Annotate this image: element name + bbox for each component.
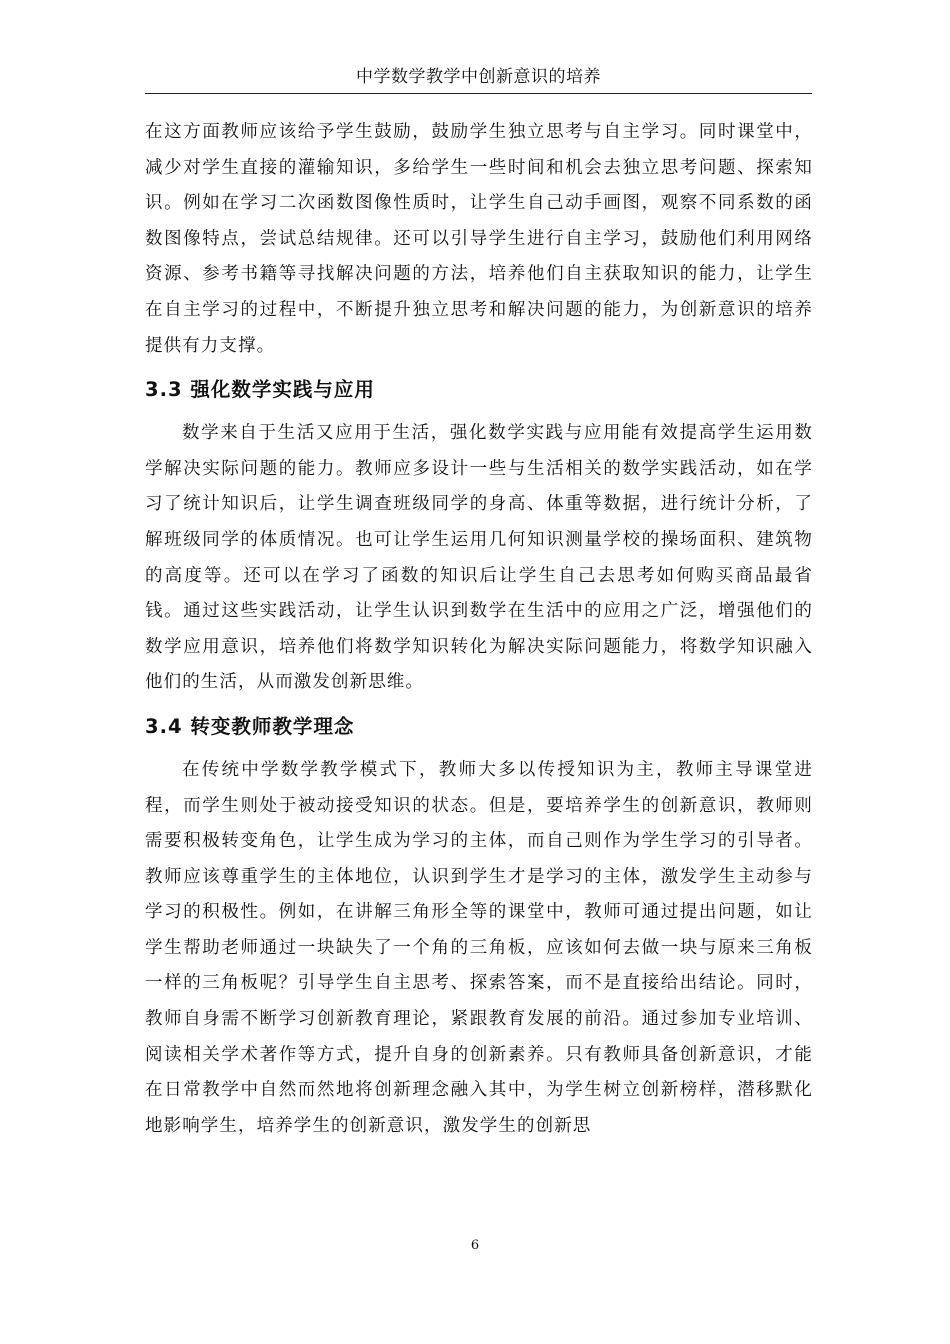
- header-divider: [145, 93, 812, 94]
- intro-paragraph: 在这方面教师应该给予学生鼓励，鼓励学生独立思考与自主学习。同时课堂中，减少对学生直接的灌输知识，多给学生一些时间和机会去独立思考问题、探索知识。例如在学习二次函数图像性质时，让学生自己动手画图，观察不同系数的函数图像特点，尝试总结规律。还可以引导学生进行自主学习，鼓励他们利用网络资源、参考书籍等寻找解决问题的方法，培养他们自主获取知识的能力，让学生在自主学习的过程中，不断提升独立思考和解决问题的能力，为创新意识的培养提供有力支撑。: [145, 122, 813, 356]
- section-3-4-paragraph: 在传统中学数学教学模式下，教师大多以传授知识为主，教师主导课堂进程，而学生则处于被动接受知识的状态。但是，要培养学生的创新意识，教师则需要积极转变角色，让学生成为学习的主体，而自己则作为学生学习的引导者。教师应该尊重学生的主体地位，认识到学生才是学习的主体，激发学生主动参与学习的积极性。例如，在讲解三角形全等的课堂中，教师可通过提出问题，如让学生帮助老师通过一块缺失了一个角的三角板，应该如何去做一块与原来三角板一样的三角板呢？引导学生自主思考、探索答案，而不是直接给出结论。同时，教师自身需不断学习创新教育理论，紧跟教育发展的前沿。通过参加专业培训、阅读相关学术著作等方式，提升自身的创新素养。只有教师具备创新意识，才能在日常教学中自然而然地将创新理念融入其中，为学生树立创新榜样，潜移默化地影响学生，培养学生的创新意识，激发学生的创新思: [145, 759, 813, 1136]
- section-heading-3-4: 3.4 转变教师教学理念: [145, 714, 355, 738]
- body-text: [145, 115, 813, 1144]
- section-3-3-paragraph: 数学来自于生活又应用于生活，强化数学实践与应用能有效提高学生运用数学解决实际问题的能力。教师应多设计一些与生活相关的数学实践活动，如在学习了统计知识后，让学生调查班级同学的身高、体重等数据，进行统计分析，了解班级同学的体质情况。也可让学生运用几何知识测量学校的操场面积、建筑物的高度等。还可以在学习了函数的知识后让学生自己去思考如何购买商品最省钱。通过这些实践活动，让学生认识到数学在生活中的应用之广泛，增强他们的数学应用意识，培养他们将数学知识转化为解决实际问题能力，将数学知识融入他们的生活，从而激发创新思维。: [145, 423, 813, 693]
- running-header-title: 中学数学教学中创新意识的培养: [356, 67, 601, 87]
- page-number: 6: [470, 1238, 480, 1253]
- section-heading-3-3: 3.3 强化数学实践与应用: [145, 378, 375, 402]
